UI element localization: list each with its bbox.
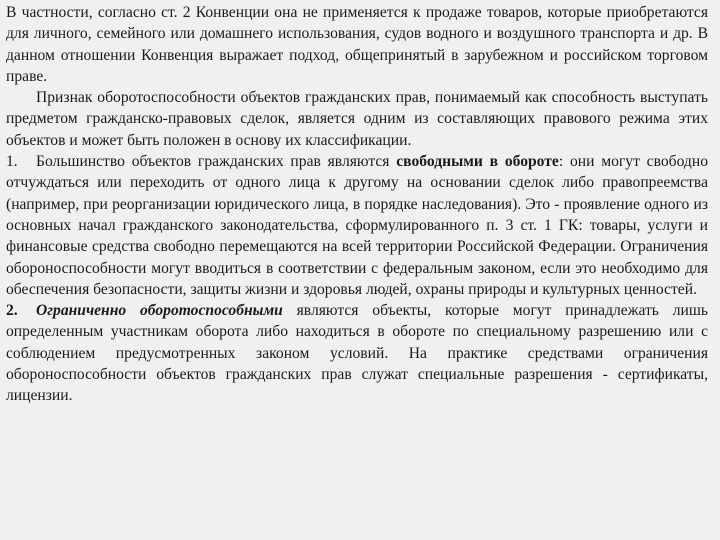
paragraph-convention-scope: В частности, согласно ст. 2 Конвенции она не применяется к продаже товаров, которые приобретаются для личного, семейного или домашнего использования, судов водного и воздушного транспорта и др. В данном отношении Конвенция выражает подход, общепринятый в зарубежном и российском торговом праве. bbox=[6, 4, 708, 85]
list-item-lead-text: Большинство объектов гражданских прав являются bbox=[36, 153, 397, 171]
list-item-number: 1. bbox=[6, 153, 18, 171]
term-free-circulation: свободными в обороте bbox=[396, 153, 559, 171]
document-text bbox=[6, 2, 708, 407]
term-limited-circulation: Ограниченно оборотоспособными bbox=[36, 302, 283, 320]
list-item-body-text: являются объекты, которые могут принадлежать лишь определенным участникам оборота либо находиться в обороте по специальному разрешению или с соблюдением предусмотренных законом условий. На практике средствами ограничения обороноспособности объектов гражданских прав служат специальные разрешения - сертификаты, лицензии. bbox=[6, 302, 708, 405]
list-item-number: 2. bbox=[6, 302, 18, 320]
list-item-body-text: : они могут свободно отчуждаться или переходить от одного лица к другому на основании сделок либо правопреемства (например, при реорганизации юридического лица, в порядке наследования). Это - проявление одного из основных начал гражданского законодательства, сформулированного п. 3 ст. 1 ГК: товары, услуги и финансовые средства свободно перемещаются на всей территории Российской Федерации. Ограничения обороноспособности могут вводиться в соответствии с федеральным законом, если это необходимо для обеспечения безопасности, защиты жизни и здоровья людей, охраны природы и культурных ценностей. bbox=[6, 153, 708, 298]
list-item-limited-circulation bbox=[6, 300, 708, 406]
list-item-free-circulation bbox=[6, 151, 708, 300]
paragraph-transferability-criterion: Признак оборотоспособности объектов гражданских прав, понимаемый как способность выступать предметом гражданско-правовых сделок, является одним из составляющих правового режима этих объектов и может быть положен в основу их классификации. bbox=[6, 89, 708, 149]
